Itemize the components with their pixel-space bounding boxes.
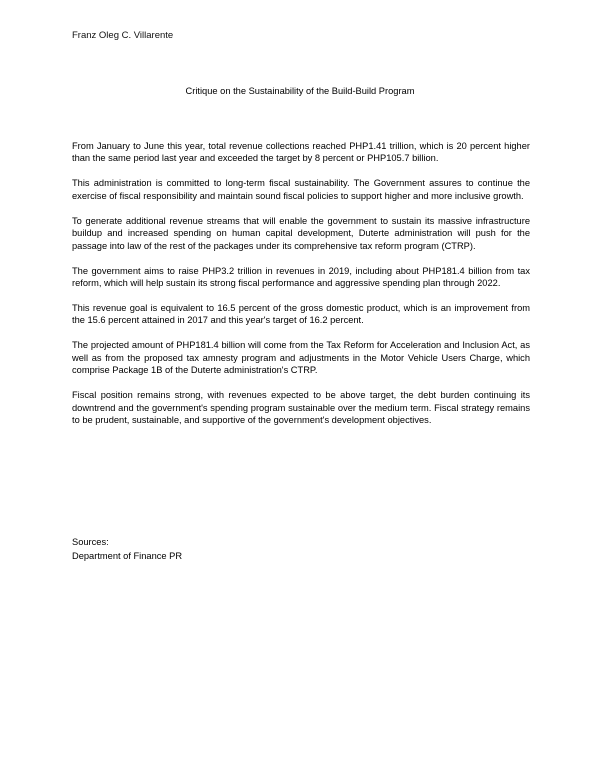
paragraph: From January to June this year, total revenue collections reached PHP1.41 trillion, which is 20 percent higher than the same period last year and exceeded the target by 8 percent or PHP105.7 billion. xyxy=(72,141,530,164)
sources-section xyxy=(72,536,182,563)
paragraph: The projected amount of PHP181.4 billion will come from the Tax Reform for Acceleration and Inclusion Act, as well as from the proposed tax amnesty program and adjustments in the Motor Vehicle Users Charge, which comprise Package 1B of the Duterte administration's CTRP. xyxy=(72,340,530,376)
paragraph: To generate additional revenue streams that will enable the government to sustain its massive infrastructure buildup and increased spending on human capital development, Duterte administration will push for the passage into law of the rest of the packages under its comprehensive tax reform program (CTRP). xyxy=(72,215,530,251)
document-body xyxy=(72,140,530,439)
paragraph: This administration is committed to long-term fiscal sustainability. The Government assures to continue the exercise of fiscal responsibility and maintain sound fiscal policies to support higher and more inclusive growth. xyxy=(72,178,530,201)
document-title: Critique on the Sustainability of the Build-Build Program xyxy=(185,86,415,96)
paragraph: Fiscal position remains strong, with revenues expected to be above target, the debt burden continuing its downtrend and the government's spending program sustainable over the medium term. Fiscal strategy remains to be prudent, sustainable, and supportive of the government's development objectives. xyxy=(72,390,530,426)
author-name: Franz Oleg C. Villarente xyxy=(72,30,174,41)
sources-label: Sources: xyxy=(72,537,109,547)
paragraph: The government aims to raise PHP3.2 trillion in revenues in 2019, including about PHP181.4 billion from tax reform, which will help sustain its strong fiscal performance and aggressive spending plan through 2022. xyxy=(72,265,530,289)
source-item: Department of Finance PR xyxy=(72,550,183,561)
paragraph: This revenue goal is equivalent to 16.5 percent of the gross domestic product, which is an improvement from the 15.6 percent attained in 2017 and this year's target of 16.2 percent. xyxy=(72,303,530,326)
